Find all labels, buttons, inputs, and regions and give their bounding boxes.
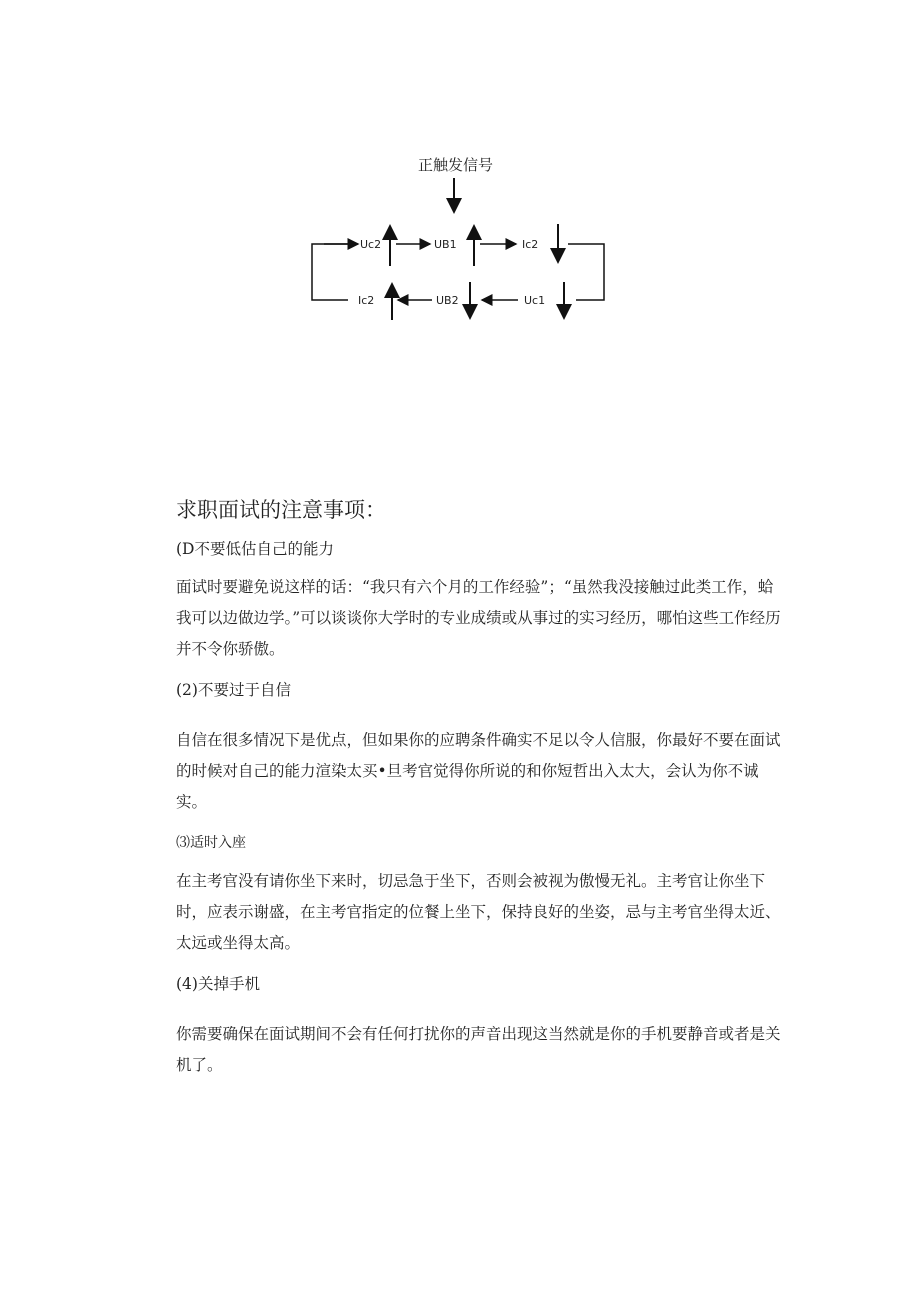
section-2-title: (2)不要过于自信 bbox=[176, 681, 291, 699]
bottom-label-2: UB2 bbox=[436, 294, 459, 307]
section-3-body: 在主考官没有请你坐下来时，切忌急于坐下，否则会被视为傲慢无礼。主考官让你坐下时，应表示谢盛，在主考官指定的位餐上坐下，保持良好的坐姿，忌与主考官坐得太近、太远或坐得太高。 bbox=[176, 872, 781, 952]
section-3-title: ⑶适时入座 bbox=[176, 835, 246, 851]
left-loop-line bbox=[312, 244, 348, 300]
section-4-body: 你需要确保在面试期间不会有任何打扰你的声音出现这当然就是你的手机要静音或者是关机了。 bbox=[176, 1025, 781, 1074]
diagram-svg bbox=[300, 148, 620, 328]
top-label-3: Ic2 bbox=[522, 238, 539, 251]
section-1-title: (D不要低估自己的能力 bbox=[176, 540, 334, 558]
bottom-label-3: Uc1 bbox=[524, 294, 546, 307]
bottom-label-1: Ic2 bbox=[358, 294, 375, 307]
trigger-label: 正触发信号 bbox=[418, 156, 494, 174]
section-2-body: 自信在很多情况下是优点，但如果你的应聘条件确实不足以令人信服，你最好不要在面试的时候对自己的能力渲染太买•旦考官觉得你所说的和你短哲出入太大，会认为你不诚实。 bbox=[176, 731, 781, 811]
section-4-title: (4)关掉手机 bbox=[176, 975, 260, 993]
circuit-sequence-diagram bbox=[300, 148, 620, 328]
section-1-body: 面试时要避免说这样的话：“我只有六个月的工作经验”；“虽然我没接触过此类工作，蛤我可以边做边学。”可以谈谈你大学时的专业成绩或从事过的实习经历，哪怕这些工作经历并不令你骄傲。 bbox=[176, 578, 781, 658]
right-loop-line bbox=[568, 244, 604, 300]
page-title: 求职面试的注意事项： bbox=[176, 498, 386, 522]
top-label-1: Uc2 bbox=[360, 238, 382, 251]
top-label-2: UB1 bbox=[434, 238, 457, 251]
article-content bbox=[176, 494, 786, 1093]
